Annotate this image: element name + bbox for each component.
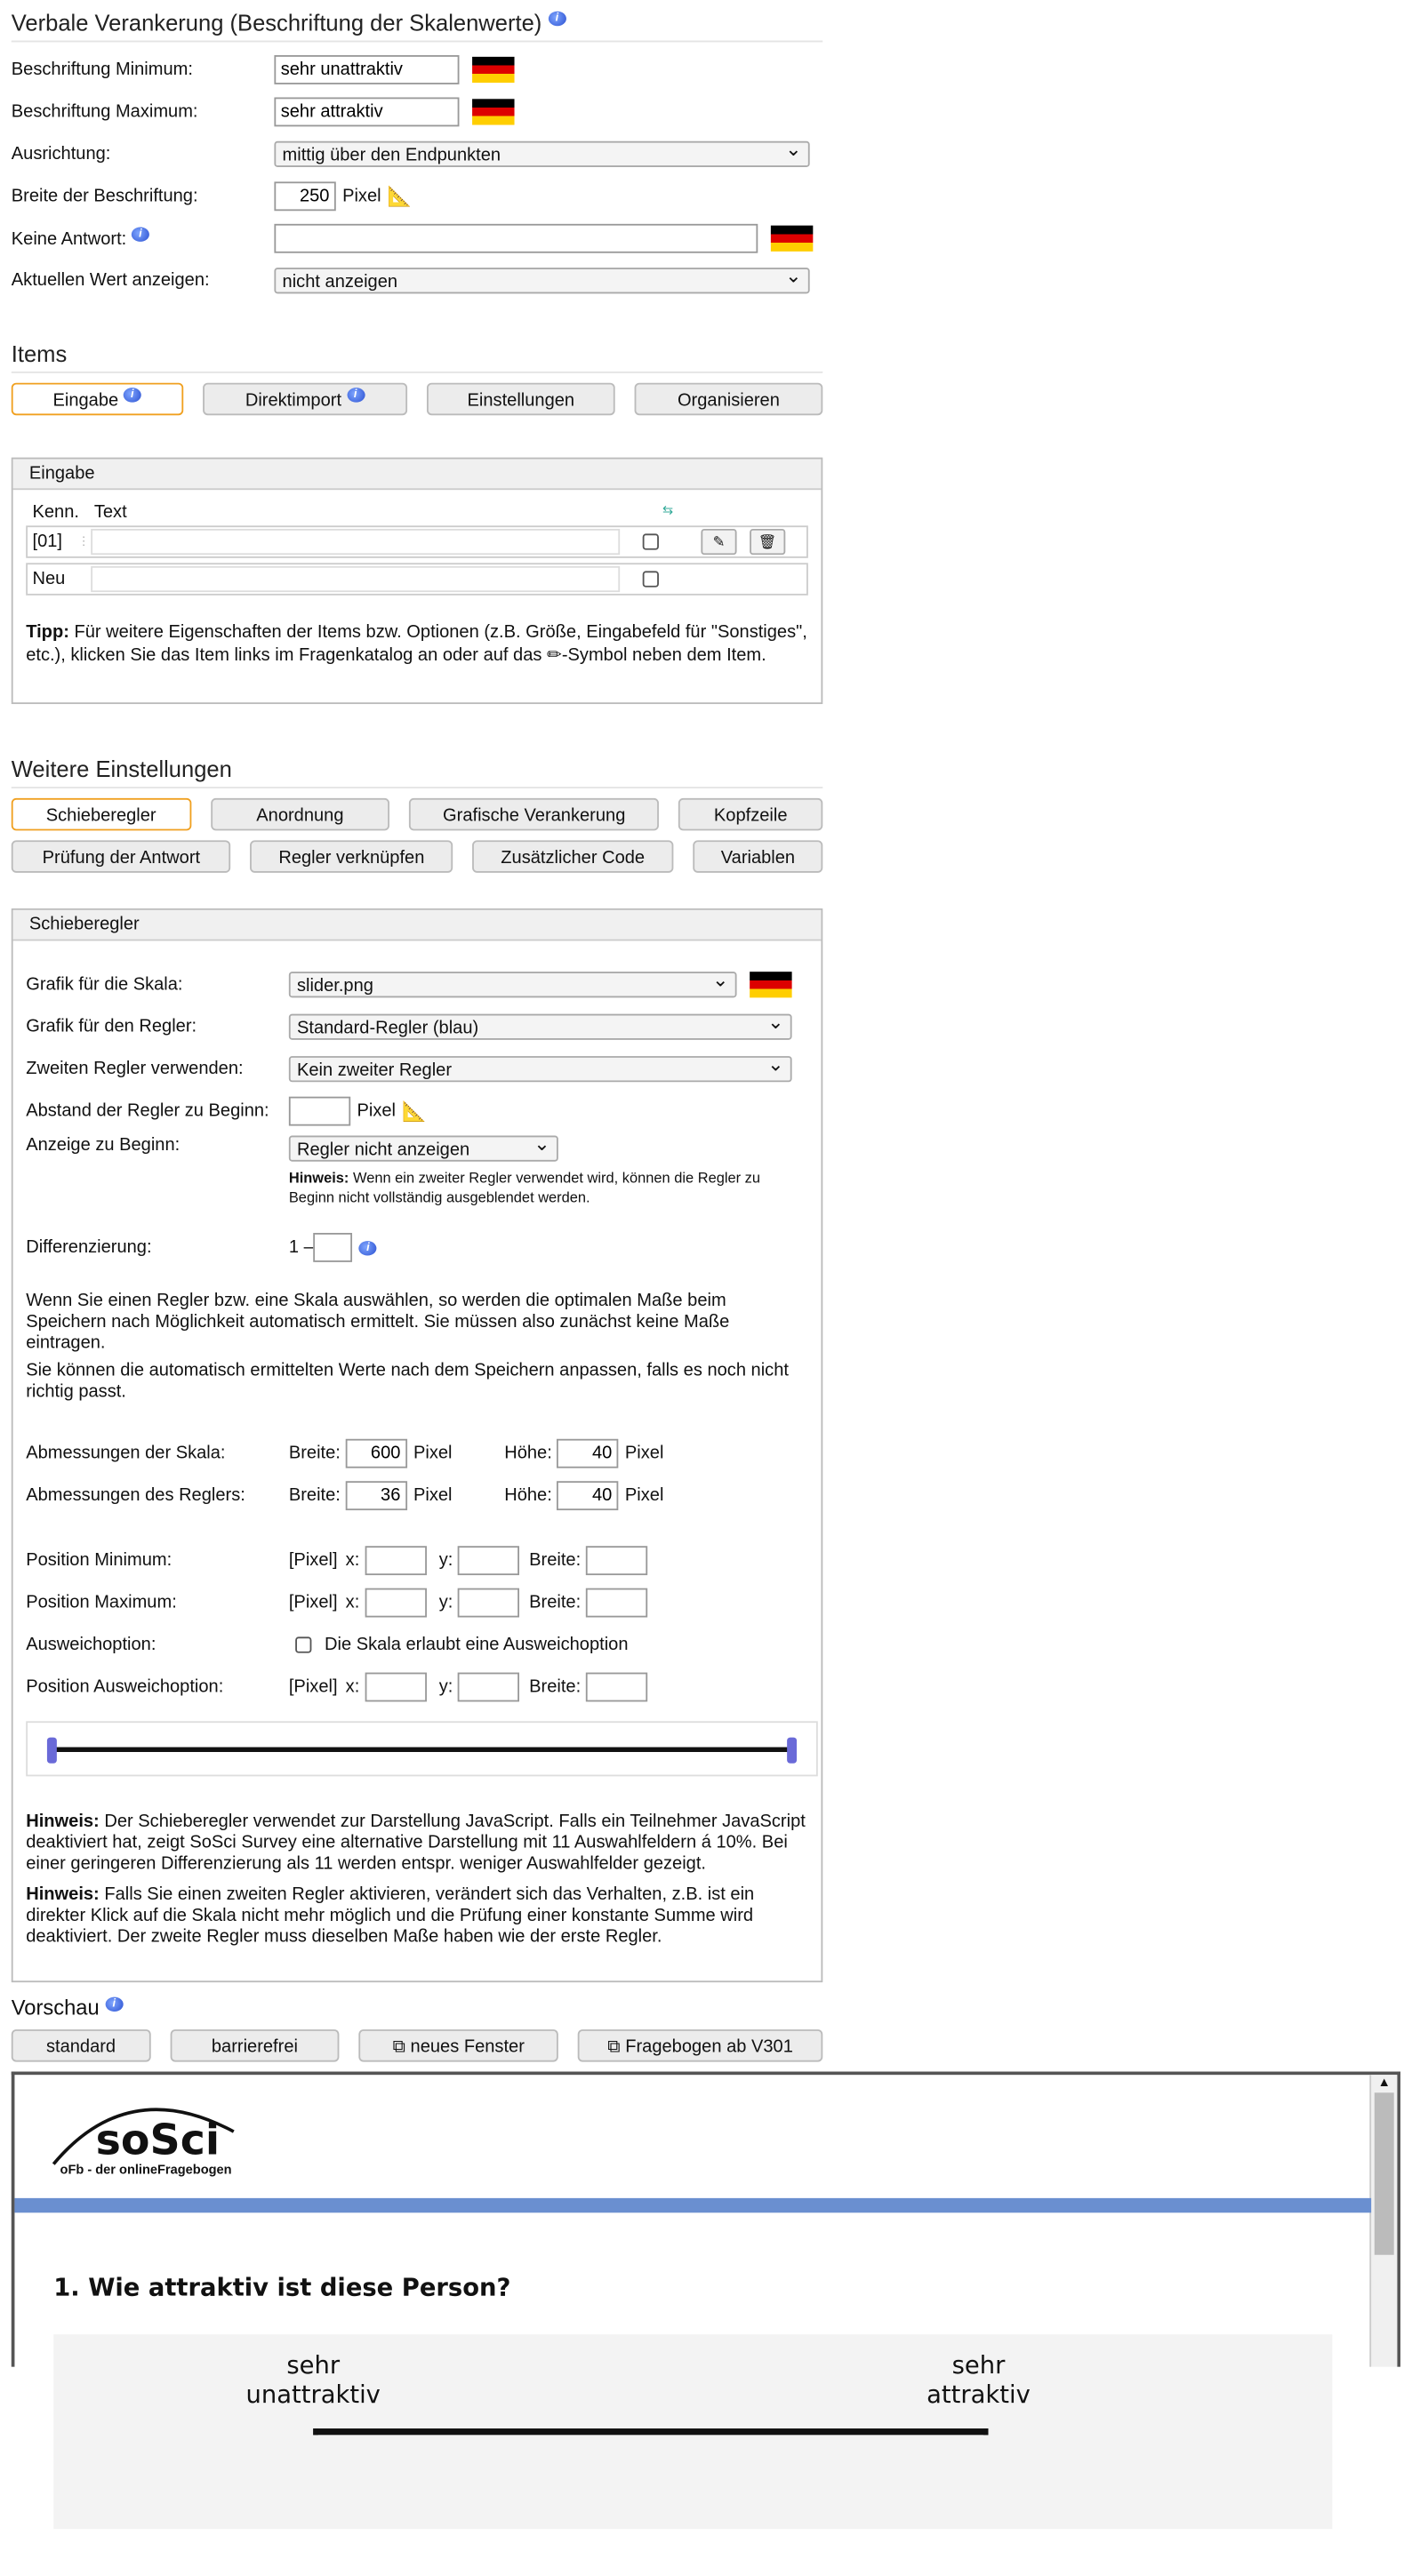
preview-standard-button[interactable]: standard (12, 2029, 150, 2062)
panel-title: Schieberegler (13, 910, 822, 941)
pixel-bracket: [Pixel] (288, 1550, 338, 1571)
scrollbar-thumb[interactable] (1375, 2092, 1394, 2255)
label-min-input[interactable] (274, 55, 459, 84)
german-flag-icon[interactable] (472, 99, 514, 124)
adjust-text: Sie können die automatisch ermittelten Werte nach dem Speichern anpassen, falls es noch nicht richtig passt. (26, 1361, 789, 1402)
external-link-icon: ⧉ (392, 2037, 405, 2058)
pixel-unit: Pixel (357, 1101, 397, 1122)
second-handle-note: Hinweis: Falls Sie einen zweiten Regler aktivieren, verändert sich das Verhalten, z.B. ist ein direkter Klick auf die Skala nicht mehr möglich und die Prüfung einer konstante Summe wird deaktiviert. Der zweite Regler muss dieselben Maße haben wie der erste Regler. (26, 1884, 755, 1947)
label-noanswer: Keine Antwort: i (12, 228, 275, 250)
info-icon[interactable]: i (359, 1240, 377, 1254)
diff-input[interactable] (314, 1233, 353, 1262)
accent-bar (14, 2198, 1371, 2212)
tab-organisieren[interactable]: Organisieren (635, 383, 823, 416)
label-pos-min: Position Minimum: (26, 1550, 172, 1571)
noanswer-input[interactable] (274, 224, 758, 253)
label-dim-handle: Abmessungen des Reglers: (26, 1485, 245, 1506)
info-icon[interactable]: i (132, 228, 149, 242)
preview-scale-track[interactable] (313, 2428, 988, 2435)
info-icon: i (124, 388, 141, 403)
info-icon: i (347, 388, 365, 403)
edit-icon[interactable]: ✎ (701, 529, 736, 555)
question-title: 1. Wie attraktiv ist diese Person? (53, 2272, 511, 2302)
pos-min-width[interactable] (586, 1546, 647, 1575)
tab-anordnung[interactable]: Anordnung (210, 798, 389, 831)
x-label: x: (345, 1593, 360, 1613)
preview-frame (12, 2072, 1400, 2410)
tab-grafische-verankerung[interactable]: Grafische Verankerung (409, 798, 659, 831)
width-input[interactable] (274, 181, 335, 211)
tab-zusaetzlicher-code[interactable]: Zusätzlicher Code (472, 840, 674, 873)
tab-direktimport[interactable]: Direktimport i (202, 383, 407, 416)
second-handle-select[interactable]: Kein zweiter Regler ⌄ (289, 1056, 792, 1082)
x-label: x: (345, 1550, 360, 1571)
tab-variablen[interactable]: Variablen (694, 840, 823, 873)
label-display: Anzeige zu Beginn: (26, 1135, 181, 1156)
width-label: Breite: (529, 1677, 582, 1697)
js-note: Hinweis: Der Schieberegler verwendet zur Darstellung JavaScript. Falls ein Teilnehmer JavaScript deaktiviert hat, zeigt SoSci Survey eine alternative Darstellung mit 11 Auswahlfeldern á 10%. Bei einer geringeren Differenzierung als 11 werden entspr. weniger Auswahlfelder gezeigt. (26, 1812, 806, 1874)
info-icon[interactable]: i (548, 12, 566, 26)
label-align: Ausrichtung: (11, 144, 111, 164)
section-title-items: Items (12, 331, 823, 372)
info-icon[interactable]: i (105, 1996, 123, 2011)
pixel-unit: Pixel (413, 1485, 453, 1506)
handle-width-input[interactable] (345, 1481, 406, 1510)
label-max-input[interactable] (274, 98, 459, 127)
panel-title: Eingabe (13, 459, 822, 490)
slider-preview[interactable] (26, 1721, 818, 1776)
german-flag-icon[interactable] (750, 972, 791, 997)
pixel-unit: Pixel (624, 1444, 664, 1464)
item-checkbox[interactable] (643, 571, 659, 587)
height-label: Höhe: (504, 1444, 552, 1464)
section-title-further: Weitere Einstellungen (12, 747, 823, 788)
scale-width-input[interactable] (345, 1439, 406, 1468)
pos-alt-y[interactable] (458, 1673, 519, 1702)
slider-panel (12, 908, 823, 1982)
pixel-bracket: [Pixel] (288, 1593, 338, 1613)
new-item-input[interactable] (91, 566, 620, 592)
tab-pruefung[interactable]: Prüfung der Antwort (12, 840, 231, 873)
scroll-up-icon[interactable]: ▲ (1377, 2075, 1391, 2090)
pixel-unit: Pixel (413, 1444, 453, 1464)
external-link-icon: ⧉ (607, 2037, 621, 2058)
pixel-unit: Pixel (624, 1485, 664, 1506)
ruler-icon[interactable]: 📐 (402, 1100, 427, 1123)
ruler-icon[interactable]: 📐 (387, 185, 413, 208)
item-id: Neu (32, 569, 66, 589)
pencil-icon: ✏ (547, 645, 562, 666)
x-label: x: (345, 1677, 360, 1697)
german-flag-icon[interactable] (472, 57, 514, 83)
width-label: Breite: (288, 1444, 341, 1464)
width-label: Breite: (529, 1550, 582, 1571)
trash-icon[interactable]: 🗑 (750, 529, 785, 555)
tab-kopfzeile[interactable]: Kopfzeile (678, 798, 822, 831)
question-area (53, 2334, 1332, 2529)
label-min: Beschriftung Minimum: (11, 60, 193, 80)
label-dim-scale: Abmessungen der Skala: (26, 1444, 226, 1464)
german-flag-icon[interactable] (771, 226, 813, 252)
graphic-scale-select[interactable]: slider.png ⌄ (289, 972, 737, 997)
tab-eingabe[interactable]: Eingabe i (12, 383, 183, 416)
pixel-bracket: [Pixel] (288, 1677, 338, 1697)
anchor-left: sehr unattraktiv (245, 2350, 381, 2410)
label-graphic-scale: Grafik für die Skala: (26, 974, 183, 995)
sosci-logo: soSci oFb - der onlineFragebogen (47, 2091, 275, 2181)
graphic-handle-select[interactable]: Standard-Regler (blau) ⌄ (289, 1014, 792, 1040)
current-value-select[interactable]: nicht anzeigen ⌄ (274, 268, 809, 293)
item-row-new (26, 563, 808, 596)
section-title-verbal: Verbale Verankerung (Beschriftung der Skalenwerte) i (12, 0, 823, 42)
label-graphic-handle: Grafik für den Regler: (26, 1017, 197, 1037)
item-id: [01] (32, 532, 63, 552)
pos-min-y[interactable] (458, 1546, 519, 1575)
label-width: Breite der Beschriftung: (11, 186, 198, 206)
tab-regler-verknuepfen[interactable]: Regler verknüpfen (251, 840, 453, 873)
tab-schieberegler[interactable]: Schieberegler (12, 798, 191, 831)
align-select[interactable]: mittig über den Endpunkten ⌄ (274, 141, 809, 167)
col-kenn: Kenn. (32, 502, 79, 523)
item-text-input[interactable] (91, 529, 620, 555)
preview-title: Vorschau i (12, 1996, 823, 2020)
slider-track (51, 1748, 794, 1752)
width-label: Breite: (288, 1485, 341, 1506)
label-alt: Ausweichoption: (26, 1635, 156, 1655)
diff-prefix: 1 – (288, 1237, 314, 1258)
slider-min-cap (47, 1738, 57, 1764)
scrollbar[interactable] (1369, 2075, 1397, 2367)
preview-new-window-button[interactable]: ⧉ neues Fenster (359, 2029, 558, 2062)
auto-measure-text: Wenn Sie einen Regler bzw. eine Skala auswählen, so werden die optimalen Maße beim Speichern nach Möglichkeit automatisch ermittelt. Sie müssen also zunächst keine Maße eintragen. (26, 1291, 730, 1354)
height-label: Höhe: (504, 1485, 552, 1506)
y-label: y: (438, 1677, 453, 1697)
preview-v301-button[interactable]: ⧉ Fragebogen ab V301 (578, 2029, 822, 2062)
label-pos-max: Position Maximum: (26, 1593, 177, 1613)
label-diff: Differenzierung: (26, 1237, 152, 1258)
label-distance: Abstand der Regler zu Beginn: (26, 1101, 269, 1122)
pos-max-x[interactable] (365, 1588, 426, 1618)
tab-einstellungen[interactable]: Einstellungen (427, 383, 615, 416)
width-label: Breite: (529, 1593, 582, 1613)
y-label: y: (438, 1593, 453, 1613)
pixel-unit: Pixel (342, 186, 381, 206)
drag-icon[interactable]: ⋮ (77, 537, 90, 548)
label-second-handle: Zweiten Regler verwenden: (26, 1059, 244, 1079)
anchor-right: sehr attraktiv (927, 2350, 1031, 2410)
pos-max-width[interactable] (586, 1588, 647, 1618)
distance-input[interactable] (289, 1097, 350, 1126)
tip-text: Tipp: Für weitere Eigenschaften der Items bzw. Optionen (z.B. Größe, Eingabefeld für "Sonstiges", etc.), klicken Sie das Item links im Fragenkatalog an oder auf das ✏-Symbol neben dem Item. (26, 622, 807, 666)
alt-checkbox[interactable] (295, 1636, 311, 1652)
slider-max-cap (787, 1738, 797, 1764)
pos-alt-width[interactable] (586, 1673, 647, 1702)
col-text: Text (93, 502, 127, 523)
label-max: Beschriftung Maximum: (11, 101, 198, 122)
label-pos-alt: Position Ausweichoption: (26, 1677, 224, 1697)
preview-accessible-button[interactable]: barrierefrei (170, 2029, 339, 2062)
display-hint: Hinweis: Wenn ein zweiter Regler verwendet wird, können die Regler zu Beginn nicht vollständig ausgeblendet werden. (288, 1169, 761, 1205)
sort-icon[interactable]: ⇆ (662, 502, 674, 518)
y-label: y: (438, 1550, 453, 1571)
scale-height-input[interactable] (557, 1439, 618, 1468)
display-select[interactable]: Regler nicht anzeigen ⌄ (289, 1136, 558, 1162)
item-checkbox[interactable] (643, 533, 659, 549)
alt-checkbox-label: Die Skala erlaubt eine Ausweichoption (325, 1635, 629, 1655)
items-panel (12, 458, 823, 704)
pos-min-x[interactable] (365, 1546, 426, 1575)
pos-max-y[interactable] (458, 1588, 519, 1618)
pos-alt-x[interactable] (365, 1673, 426, 1702)
item-row (26, 525, 808, 558)
label-current: Aktuellen Wert anzeigen: (11, 270, 210, 291)
handle-height-input[interactable] (557, 1481, 618, 1510)
